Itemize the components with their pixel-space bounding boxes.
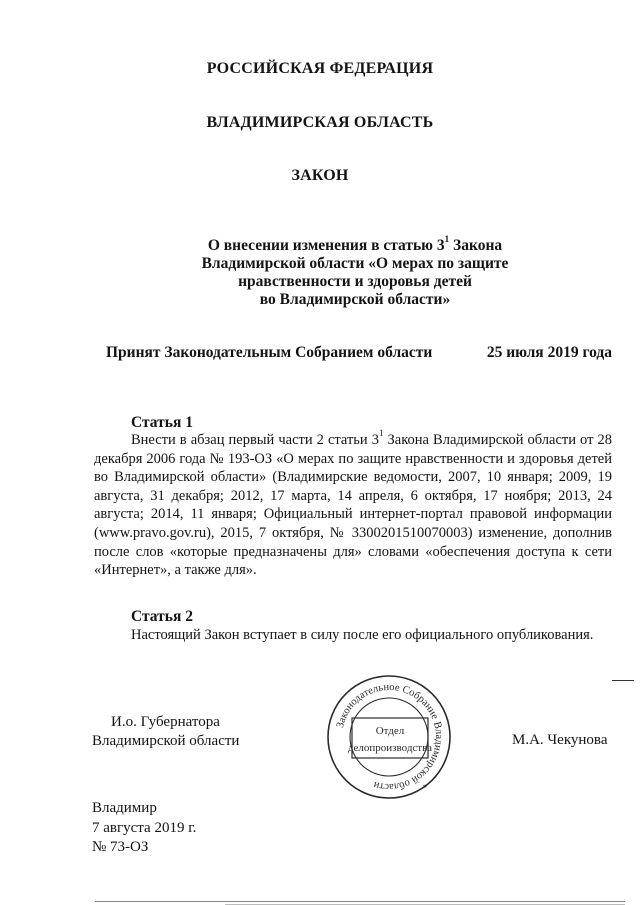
article-2-heading: Статья 2 <box>131 608 193 625</box>
adoption-date: 25 июля 2019 года <box>486 344 612 361</box>
stamp-center-line-2: делопроизводства <box>347 742 433 754</box>
adoption-label: Принят Законодательным Собранием области <box>106 344 433 361</box>
country-heading: РОССИЙСКАЯ ФЕДЕРАЦИЯ <box>206 60 434 77</box>
margin-mark <box>612 680 634 681</box>
bottom-rule <box>95 901 625 902</box>
stamp-star-icon: * <box>422 783 428 793</box>
region-heading: ВЛАДИМИРСКАЯ ОБЛАСТЬ <box>206 114 434 131</box>
law-title-line-2: Владимирской области «О мерах по защите <box>201 255 509 272</box>
official-stamp <box>326 674 452 800</box>
law-title-line-1: О внесении изменения в статью $3^1$ Закона <box>207 233 503 254</box>
document-footer <box>92 799 196 858</box>
article-1-heading: Статья 1 <box>131 414 193 431</box>
document-type-heading: ЗАКОН <box>291 167 349 184</box>
adoption-line <box>106 344 612 362</box>
signatory-name: М.А. Чекунова <box>512 732 608 748</box>
signatory-position-line-2: Владимирской области <box>92 733 240 749</box>
article-1-text: Внести в абзац первый части 2 статьи $3^1$ Закона Владимирской области от 28 декабря 2006 года № 193-ОЗ «О мерах по защите нравственности и здоровья детей во Владимирской области» (Владимирские ведомости, 2007, 10 января; 2009, 19 августа, 31 декабря; 2012, 17 марта, 14 апреля, 6 октября, 17 ноября; 2013, 24 августа; 2014, 11 января; Официальный интернет-портал правовой информации (www.pravo.gov.ru), 2015, 7 октября, № 3300201510070003) изменение, дополнив после слов «которые предназначены для» словами «обеспечения доступа к сети «Интернет», а также для». <box>94 428 612 579</box>
law-title-line-3: нравственности и здоровья детей <box>238 273 472 290</box>
law-title-line-4: во Владимирской области» <box>259 291 451 308</box>
law-title <box>170 233 540 309</box>
footer-number: № 73-ОЗ <box>92 839 149 855</box>
signatory-position-line-1: И.о. Губернатора <box>111 714 220 730</box>
stamp-center-line-1: Отдел <box>375 725 405 737</box>
footer-date: 7 августа 2019 г. <box>92 819 197 836</box>
article-2-text: Настоящий Закон вступает в силу после его официального опубликования. <box>131 627 594 643</box>
stamp-ring-text: Законодательное Собрание Владимирской области <box>334 681 445 793</box>
footer-city: Владимир <box>92 800 157 816</box>
signatory-position <box>92 713 239 751</box>
